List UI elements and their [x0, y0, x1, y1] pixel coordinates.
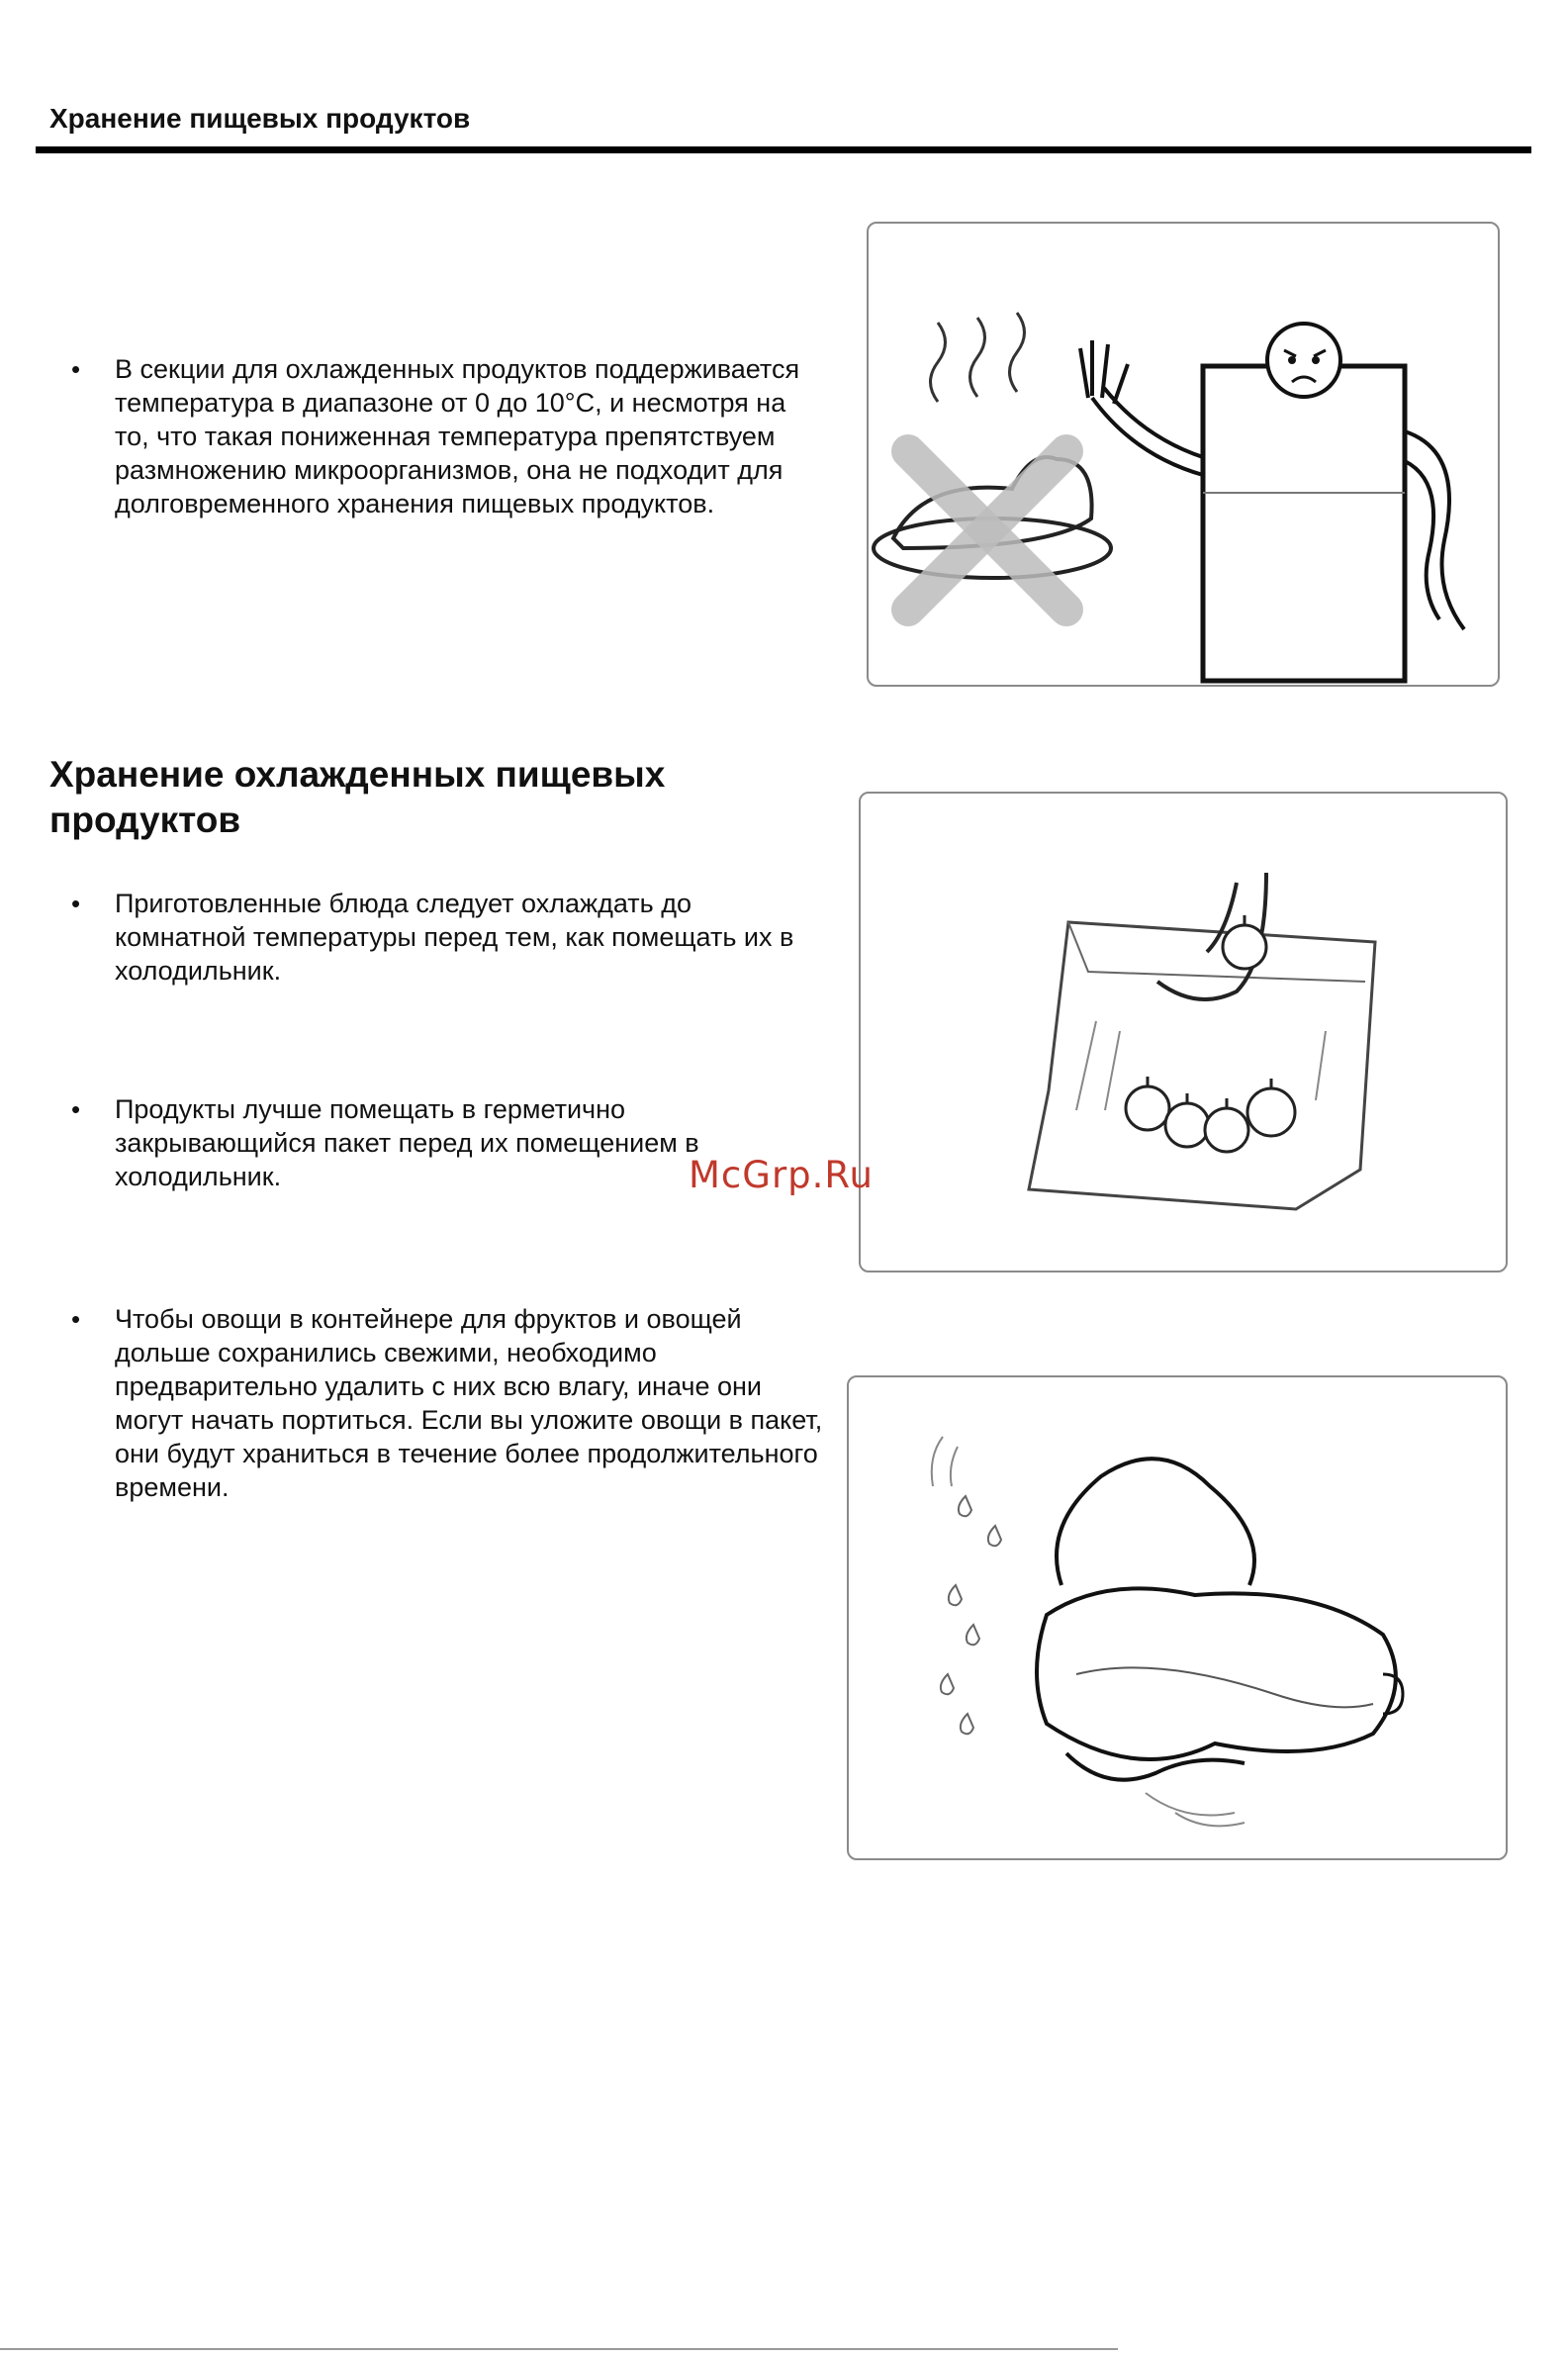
lettuce-drawing	[849, 1377, 1506, 1858]
bullet-dot: •	[71, 1304, 81, 1334]
apples-bag-drawing	[861, 794, 1506, 1271]
illustration-hot-food-refrigerator	[867, 222, 1500, 687]
bullet-cool-cooked-dishes	[71, 887, 823, 988]
bullet-dot: •	[71, 354, 81, 384]
watermark-text: McGrp.Ru	[689, 1154, 874, 1196]
illustration-apples-in-bag	[859, 792, 1508, 1272]
bullet-text: Чтобы овощи в контейнере для фруктов и овощей дольше сохранились свежими, необходимо предварительно удалить с них всю влагу, иначе они могут начать портиться. Если вы уложите овощи в пакет, они будут храниться в течение более продолжительного времени.	[115, 1304, 823, 1502]
bullet-text: Продукты лучше помещать в герметично закрывающийся пакет перед их помещением в холодильник.	[115, 1094, 699, 1191]
bullet-text: В секции для охлажденных продуктов поддерживается температура в диапазоне от 0 до 10°C, и несмотря на то, что такая пониженная температура препятствуем размножению микроорганизмов, она не подходит для долговременного хранения пищевых продуктов.	[115, 354, 800, 518]
illustration-lettuce-water-drops	[847, 1375, 1508, 1860]
bullet-dry-vegetables	[71, 1302, 823, 1504]
hot-food-refrigerator-drawing	[869, 224, 1498, 685]
bullet-cold-section-temperature	[71, 352, 823, 520]
footer-line	[0, 2348, 1118, 2350]
section-title-chilled-food: Хранение охлажденных пищевых продуктов	[49, 754, 666, 840]
bullet-dot: •	[71, 889, 81, 918]
bullet-text: Приготовленные блюда следует охлаждать до комнатной температуры перед тем, как помещать их в холодильник.	[115, 889, 794, 986]
page-header-title: Хранение пищевых продуктов	[49, 103, 471, 134]
bullet-dot: •	[71, 1094, 81, 1124]
header-rule	[36, 146, 1531, 153]
